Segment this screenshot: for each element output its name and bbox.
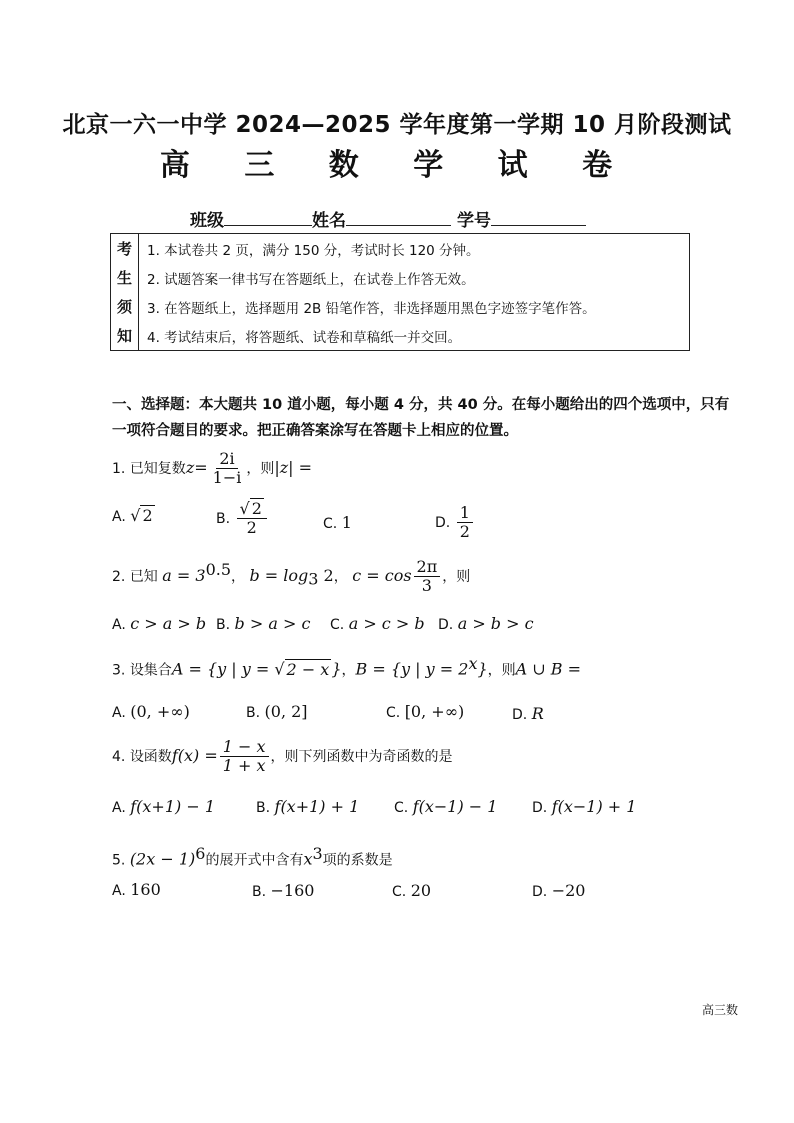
question-number: 3. bbox=[112, 662, 126, 679]
function-expr: f(x) = bbox=[171, 745, 218, 765]
name-blank[interactable] bbox=[346, 211, 451, 226]
option-label: D. bbox=[512, 707, 528, 723]
fraction-denominator: 2 bbox=[246, 518, 257, 538]
set-b-close: } bbox=[477, 659, 488, 679]
option-label: A. bbox=[112, 509, 126, 525]
math-expr: a = 3 bbox=[162, 565, 206, 585]
question-3-stem: 3. 设集合A = {y | y = √ 2 − x }，B = {y | $y = 2^x$}，则A ∪ B = bbox=[112, 654, 582, 679]
notice-label-char: 知 bbox=[116, 327, 132, 345]
math-eq: = bbox=[194, 457, 208, 477]
notice-label-column bbox=[111, 234, 139, 350]
math-exponent: 0.5 bbox=[205, 560, 232, 580]
q1-option-b[interactable] bbox=[216, 500, 269, 538]
student-id-blank[interactable] bbox=[491, 211, 586, 226]
option-value: f(x+1) + 1 bbox=[274, 797, 360, 816]
option-label: B. bbox=[216, 510, 231, 527]
option-label: D. bbox=[438, 617, 454, 633]
notice-label-char: 生 bbox=[116, 269, 132, 287]
q2-option-d[interactable] bbox=[438, 614, 534, 633]
sqrt-sign: √ bbox=[130, 506, 141, 525]
option-value: b > a > c bbox=[234, 614, 311, 633]
set-a-expr: A = {y | y = bbox=[171, 659, 275, 679]
binomial-expr: (2x − 1) bbox=[129, 849, 196, 869]
option-value: R bbox=[531, 704, 544, 723]
question-1-stem bbox=[112, 450, 312, 488]
q4-option-c[interactable] bbox=[394, 797, 497, 816]
exam-notice-box bbox=[110, 233, 690, 351]
option-value: −160 bbox=[270, 881, 315, 900]
school-title: 北京一六一中学 2024—2025 学年度第一学期 10 月阶段测试 bbox=[62, 112, 732, 138]
option-value: −20 bbox=[551, 881, 586, 900]
notice-label-char: 须 bbox=[116, 298, 132, 316]
q1-option-a[interactable] bbox=[112, 506, 155, 525]
fraction bbox=[414, 558, 441, 596]
q5-option-d[interactable] bbox=[532, 881, 585, 900]
notice-label-char: 考 bbox=[116, 240, 132, 258]
fraction-numerator: 1 bbox=[457, 504, 473, 523]
math-exponent: 3 bbox=[312, 844, 323, 863]
option-value: f(x−1) − 1 bbox=[412, 797, 498, 816]
math-subscript: 3 bbox=[308, 569, 319, 589]
notice-item: 1. 本试卷共 2 页，满分 150 分，考试时长 120 分钟。 bbox=[147, 242, 480, 259]
union-expr: A ∪ B = bbox=[515, 659, 582, 679]
set-a-close: } bbox=[331, 659, 342, 679]
sqrt-sign: √ bbox=[274, 659, 285, 679]
q2-option-a[interactable] bbox=[112, 614, 206, 633]
option-label: B. bbox=[256, 800, 271, 816]
question-text: 设函数 bbox=[129, 748, 172, 765]
math-expr: 2 bbox=[318, 565, 334, 585]
option-label: B. bbox=[252, 884, 267, 900]
q4-option-b[interactable] bbox=[256, 797, 359, 816]
exam-title: 高 三 数 学 试 卷 bbox=[159, 148, 635, 183]
math-eq: = bbox=[293, 457, 313, 477]
q5-option-a[interactable] bbox=[112, 880, 161, 899]
option-value: (0, +∞) bbox=[130, 702, 190, 721]
notice-items bbox=[147, 234, 685, 350]
term-var: x bbox=[303, 849, 313, 869]
question-text: 项的系数是 bbox=[322, 852, 393, 869]
fraction bbox=[237, 500, 267, 538]
option-label: C. bbox=[330, 617, 345, 633]
option-label: B. bbox=[216, 617, 231, 633]
option-value: f(x+1) − 1 bbox=[130, 797, 216, 816]
option-label: B. bbox=[246, 705, 261, 721]
question-2-stem: 2. 已知 $a = 3^{0.5}$， $b = \log_3 2$， c = cos $\frac{2\pi}{3}$ ，则 bbox=[112, 557, 471, 596]
q1-option-d[interactable] bbox=[435, 504, 475, 542]
notice-item: 2. 试题答案一律书写在答题纸上，在试卷上作答无效。 bbox=[147, 271, 475, 288]
q5-option-b[interactable] bbox=[252, 881, 314, 900]
question-text: 已知复数 bbox=[129, 460, 186, 477]
option-value: f(x−1) + 1 bbox=[551, 797, 637, 816]
set-b-expr: B = {y | y = 2 bbox=[355, 659, 469, 679]
notice-item: 4. 考试结束后，将答题纸、试卷和草稿纸一并交回。 bbox=[147, 329, 462, 346]
q3-option-b[interactable] bbox=[246, 702, 308, 721]
option-label: D. bbox=[532, 884, 548, 900]
fraction-numerator: √ 2 bbox=[237, 500, 267, 519]
fraction-numerator: 1 − x bbox=[220, 738, 269, 757]
question-number: 2. bbox=[112, 568, 126, 585]
sqrt-radicand: 2 bbox=[251, 499, 262, 518]
option-value: 1 bbox=[341, 513, 352, 532]
class-blank[interactable] bbox=[224, 211, 312, 226]
sqrt-radicand: 2 − x bbox=[286, 659, 330, 679]
q3-option-d[interactable] bbox=[512, 704, 544, 723]
notice-item: 3. 在答题纸上，选择题用 2B 铅笔作答，非选择题用黑色字迹签字笔作答。 bbox=[147, 300, 596, 317]
fraction-denominator: 1 + x bbox=[222, 756, 266, 776]
option-label: A. bbox=[112, 883, 126, 899]
question-text: 的展开式中含有 bbox=[205, 852, 304, 869]
math-expr: b = log bbox=[249, 565, 309, 585]
q2-option-b[interactable] bbox=[216, 614, 310, 633]
question-text: ，则下列函数中为奇函数的是 bbox=[270, 748, 453, 765]
question-number: 5. bbox=[112, 852, 126, 869]
option-label: C. bbox=[392, 884, 407, 900]
option-label: C. bbox=[394, 800, 409, 816]
option-label: A. bbox=[112, 705, 126, 721]
page-footer: 高三数 bbox=[702, 1003, 739, 1017]
option-label: C. bbox=[323, 516, 338, 532]
q4-option-d[interactable] bbox=[532, 797, 636, 816]
option-value: 20 bbox=[410, 881, 432, 900]
section-heading: 一、选择题：本大题共 10 道小题，每小题 4 分，共 40 分。在每小题给出的四个选项中，只有一项符合题目的要求。把正确答案涂写在答题卡上相应的位置。 bbox=[112, 397, 730, 439]
option-label: A. bbox=[112, 800, 126, 816]
fraction-denominator: 1−i bbox=[212, 468, 242, 488]
option-value: 160 bbox=[130, 880, 161, 899]
question-text: ，则 bbox=[442, 568, 471, 585]
name-label: 姓名 bbox=[312, 211, 346, 231]
math-var: z bbox=[185, 457, 195, 477]
q4-option-a[interactable] bbox=[112, 797, 215, 816]
math-expr: c = cos bbox=[352, 565, 412, 585]
option-label: C. bbox=[386, 705, 401, 721]
fraction-numerator: 2i bbox=[216, 450, 237, 469]
q2-option-c[interactable] bbox=[330, 614, 425, 633]
option-label: A. bbox=[112, 617, 126, 633]
fraction-denominator: 3 bbox=[421, 576, 432, 596]
question-number: 4. bbox=[112, 748, 126, 765]
math-abs: |z| bbox=[274, 457, 294, 477]
fraction bbox=[220, 738, 269, 776]
option-value: (0, 2] bbox=[264, 702, 308, 721]
q1-option-c[interactable] bbox=[323, 513, 352, 532]
question-number: 1. bbox=[112, 460, 126, 477]
fraction bbox=[210, 450, 245, 488]
question-4-stem bbox=[112, 738, 453, 776]
q5-option-c[interactable] bbox=[392, 881, 431, 900]
fraction bbox=[457, 504, 473, 542]
student-id-label: 学号 bbox=[457, 211, 491, 231]
question-text: ，则 bbox=[487, 662, 516, 679]
class-label: 班级 bbox=[190, 211, 224, 231]
fraction-denominator: 2 bbox=[459, 522, 470, 542]
student-info-row bbox=[190, 206, 586, 231]
fraction-numerator: 2π bbox=[414, 558, 441, 577]
math-exponent: x bbox=[468, 654, 478, 673]
option-value: [0, +∞) bbox=[404, 702, 465, 721]
q3-option-c[interactable] bbox=[386, 702, 464, 721]
option-value: c > a > b bbox=[130, 614, 207, 633]
sqrt-radicand: 2 bbox=[142, 506, 153, 525]
question-text: 设集合 bbox=[129, 662, 172, 679]
option-label: D. bbox=[435, 514, 451, 531]
question-text: ，则 bbox=[246, 460, 275, 477]
option-value: a > b > c bbox=[457, 614, 534, 633]
option-label: D. bbox=[532, 800, 548, 816]
q3-option-a[interactable] bbox=[112, 702, 190, 721]
question-5-stem bbox=[112, 844, 393, 870]
option-value: a > c > b bbox=[348, 614, 425, 633]
question-text: 已知 bbox=[129, 568, 158, 585]
math-exponent: 6 bbox=[195, 844, 206, 863]
